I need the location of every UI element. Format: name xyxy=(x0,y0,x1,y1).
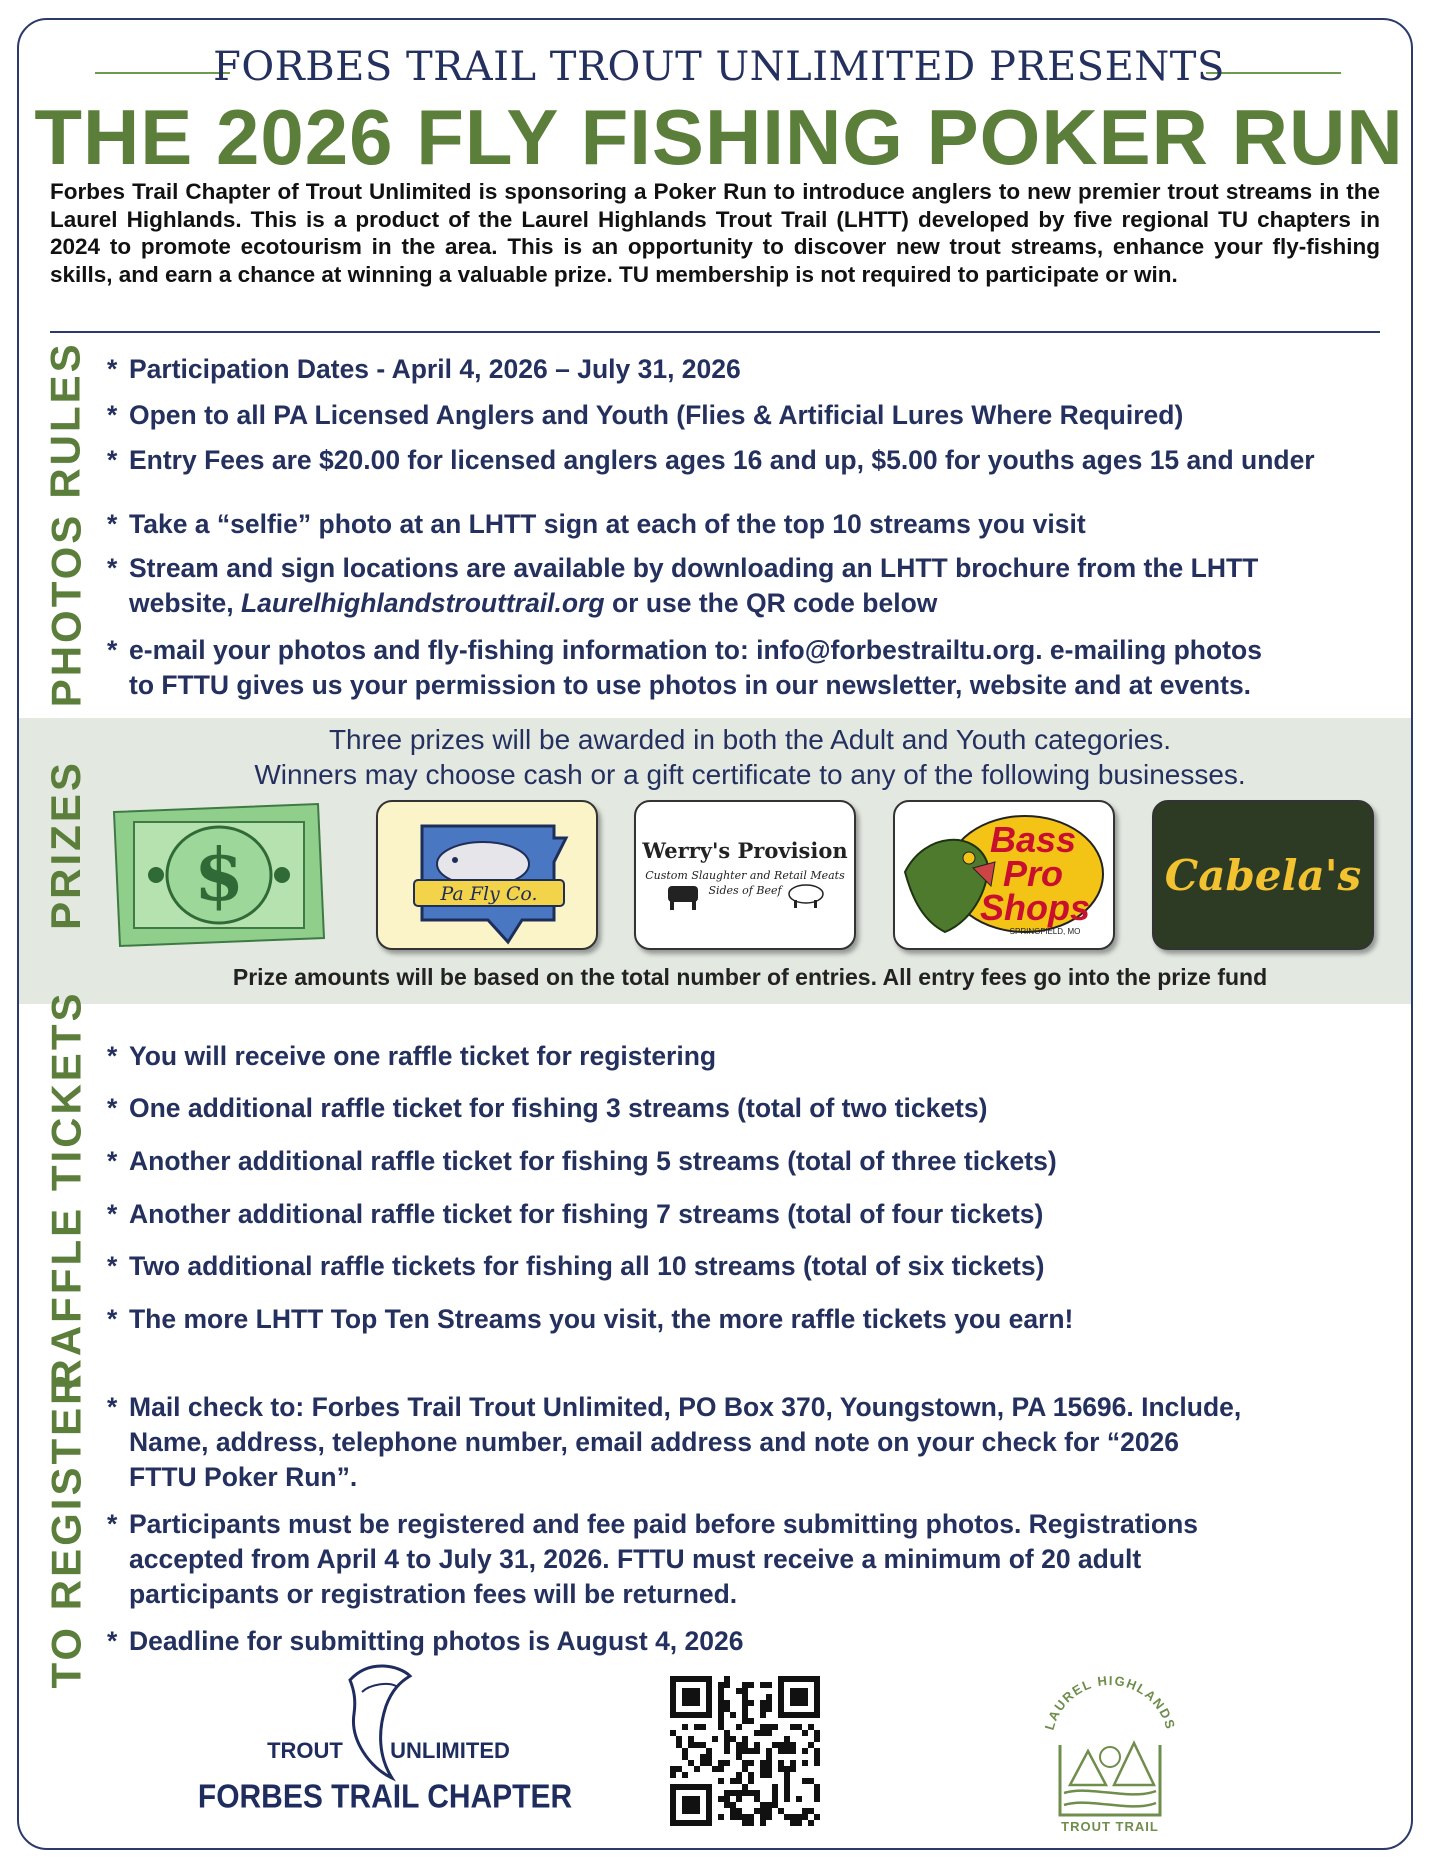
dollar-sign-icon: $ xyxy=(193,832,245,917)
photo-item: * e-mail your photos and fly-fishing information to: info@forbestrailtu.org. e-mailing photos to FTTU gives us your permission to use photos in our newsletter, website and at events. xyxy=(107,635,1262,700)
prizes-heading: Three prizes will be awarded in both the Adult and Youth categories. Winners may choose cash or a gift certificate to any of the following businesses. xyxy=(254,724,1246,790)
svg-text:Sides of Beef: Sides of Beef xyxy=(708,884,782,897)
photo-item: * Take a “selfie” photo at an LHTT sign at each of the top 10 streams you visit xyxy=(107,509,1086,539)
svg-text:Cabela's: Cabela's xyxy=(1164,851,1362,900)
svg-text:SPRINGFIELD, MO: SPRINGFIELD, MO xyxy=(1009,927,1081,936)
svg-text:Pro: Pro xyxy=(1002,853,1064,894)
cabelas-logo xyxy=(1152,800,1374,950)
register-item: * Deadline for submitting photos is August 4, 2026 xyxy=(107,1626,744,1656)
svg-text:TROUT: TROUT xyxy=(267,1738,343,1763)
raffle-item: * Another additional raffle ticket for fishing 7 streams (total of four tickets) xyxy=(107,1199,1044,1229)
svg-text:Custom Slaughter and Retail Me: Custom Slaughter and Retail Meats xyxy=(645,869,845,882)
svg-text:FORBES TRAIL CHAPTER: FORBES TRAIL CHAPTER xyxy=(197,1777,573,1815)
pa-fly-co-logo xyxy=(376,800,598,950)
presents-heading: FORBES TRAIL TROUT UNLIMITED PRESENTS xyxy=(213,44,1225,90)
svg-text:Pa Fly Co.: Pa Fly Co. xyxy=(440,883,538,905)
rule-item: * Entry Fees are $20.00 for licensed anglers ages 16 and up, $5.00 for youths ages 15 and under xyxy=(107,445,1315,475)
svg-text:Bass: Bass xyxy=(989,819,1077,860)
section-label-prizes: PRIZES xyxy=(42,760,90,930)
register-item: * Participants must be registered and fee paid before submitting photos. Registrations accepted from April 4 to July 31, 2026. FTTU must receive a minimum of 20 adult participants or registration fees will be returned. xyxy=(107,1509,1199,1609)
rule-item: * Participation Dates - April 4, 2026 – July 31, 2026 xyxy=(107,354,741,384)
section-label-raffle: RAFFLE TICKETS xyxy=(42,990,90,1390)
raffle-item: * Another additional raffle ticket for fishing 5 streams (total of three tickets) xyxy=(107,1146,1057,1176)
svg-text:TROUT TRAIL: TROUT TRAIL xyxy=(1061,1819,1159,1834)
page-title: THE 2026 FLY FISHING POKER RUN xyxy=(34,93,1404,181)
register-item: * Mail check to: Forbes Trail Trout Unlimited, PO Box 370, Youngstown, PA 15696. Include, Name, address, telephone number, email address and note on your check for “2026 FTTU Poker Run”. xyxy=(107,1392,1242,1492)
section-label-rules: RULES xyxy=(42,341,90,499)
svg-text:Shops: Shops xyxy=(979,887,1091,928)
raffle-item: * You will receive one raffle ticket for registering xyxy=(107,1041,717,1071)
cash-prize-tile xyxy=(108,800,330,950)
trout-unlimited-logo xyxy=(197,1660,573,1820)
werrys-provision-logo xyxy=(634,800,856,950)
svg-text:Werry's Provision: Werry's Provision xyxy=(642,838,848,863)
raffle-item: * The more LHTT Top Ten Streams you visit, the more raffle tickets you earn! xyxy=(107,1304,1074,1334)
laurel-highlands-trout-trail-logo xyxy=(1030,1665,1190,1835)
raffle-item: * Two additional raffle tickets for fishing all 10 streams (total of six tickets) xyxy=(107,1251,1045,1281)
section-divider xyxy=(50,331,1380,333)
rule-item: * Open to all PA Licensed Anglers and Youth (Flies & Artificial Lures Where Required) xyxy=(107,400,1184,430)
lhtt-website-link[interactable]: Laurelhighlandstrouttrail.org xyxy=(240,588,605,618)
raffle-item: * One additional raffle ticket for fishing 3 streams (total of two tickets) xyxy=(107,1093,988,1123)
prizes-footnote: Prize amounts will be based on the total number of entries. All entry fees go into the prize fund xyxy=(232,964,1268,990)
bass-pro-shops-logo xyxy=(893,800,1115,950)
intro-paragraph: Forbes Trail Chapter of Trout Unlimited is sponsoring a Poker Run to introduce anglers to new premier trout streams in the Laurel Highlands. This is a product of the Laurel Highlands Trout Trail (LHTT) developed by five regional TU chapters in 2024 to promote ecotourism in the area. This is an opportunity to discover new trout streams, enhance your fly-fishing skills, and earn a chance at winning a valuable prize. TU membership is not required to participate or win. xyxy=(50,179,1380,287)
section-label-register: TO REGISTER xyxy=(42,1371,89,1689)
svg-text:UNLIMITED: UNLIMITED xyxy=(390,1738,510,1763)
qr-code[interactable] xyxy=(670,1676,820,1826)
photo-item: * Stream and sign locations are available by downloading an LHTT brochure from the LHTT website, Laurelhighlandstrouttrail.org or use the QR code below xyxy=(107,553,1259,618)
svg-text:LAUREL HIGHLANDS: LAUREL HIGHLANDS xyxy=(1041,1672,1179,1732)
section-label-photos: PHOTOS xyxy=(42,512,89,708)
